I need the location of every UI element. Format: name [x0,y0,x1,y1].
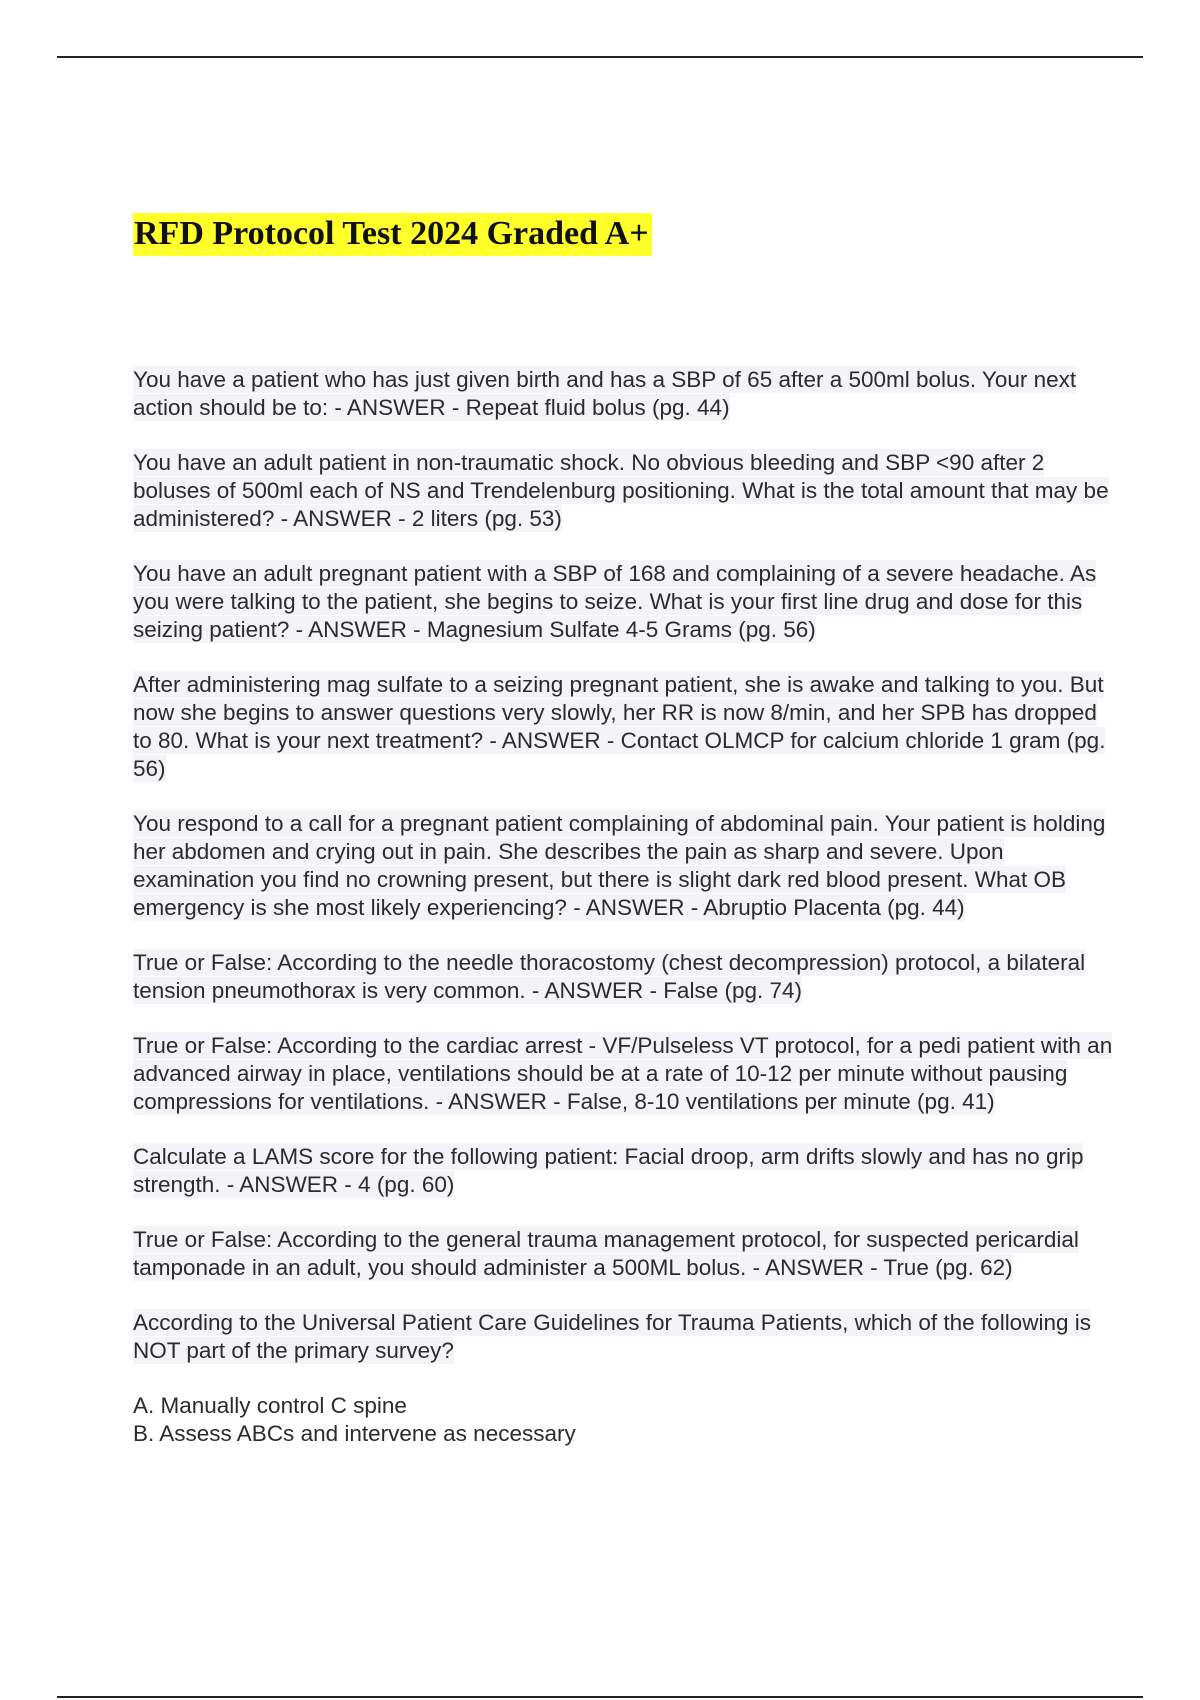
question-8-text: Calculate a LAMS score for the following patient: Facial droop, arm drifts slowly and has no grip strength. - ANSWER - 4 (pg. 60) [133,1144,1084,1197]
top-rule [57,56,1143,58]
option-a-text: A. Manually control C spine [133,1393,407,1418]
answer-options [133,1392,1113,1448]
question-9-text: True or False: According to the general trauma management protocol, for suspected pericardial tamponade in an adult, you should administer a 500ML bolus. - ANSWER - True (pg. 62) [133,1227,1079,1280]
question-10-text: According to the Universal Patient Care Guidelines for Trauma Patients, which of the following is NOT part of the primary survey? [133,1310,1091,1363]
question-4 [133,671,1113,783]
question-2-text: You have an adult patient in non-traumatic shock. No obvious bleeding and SBP <90 after 2 boluses of 500ml each of NS and Trendelenburg positioning. What is the total amount that may be administered? - ANSWER - 2 liters (pg. 53) [133,450,1109,531]
question-5-text: You respond to a call for a pregnant patient complaining of abdominal pain. Your patient is holding her abdomen and crying out in pain. She describes the pain as sharp and severe. Upon examination you find no crowning present, but there is slight dark red blood present. What OB emergency is she most likely experiencing? - ANSWER - Abruptio Placenta (pg. 44) [133,811,1106,920]
option-b [133,1420,1113,1448]
question-8 [133,1143,1113,1199]
question-7 [133,1032,1113,1116]
question-6-text: True or False: According to the needle thoracostomy (chest decompression) protocol, a bilateral tension pneumothorax is very common. - ANSWER - False (pg. 74) [133,950,1086,1003]
question-6 [133,949,1113,1005]
option-b-text: B. Assess ABCs and intervene as necessary [133,1421,576,1446]
question-9 [133,1226,1113,1282]
document-title [133,210,652,258]
question-10 [133,1309,1113,1365]
question-4-text: After administering mag sulfate to a seizing pregnant patient, she is awake and talking to you. But now she begins to answer questions very slowly, her RR is now 8/min, and her SPB has dropped to 80. What is your next treatment? - ANSWER - Contact OLMCP for calcium chloride 1 gram (pg. 56) [133,672,1106,781]
question-2 [133,449,1113,533]
bottom-rule [57,1696,1143,1698]
question-5 [133,810,1113,922]
option-a [133,1392,1113,1420]
question-3 [133,560,1113,644]
document-body [133,366,1113,1448]
question-7-text: True or False: According to the cardiac arrest - VF/Pulseless VT protocol, for a pedi patient with an advanced airway in place, ventilations should be at a rate of 10-12 per minute without pausing compressions for ventilations. - ANSWER - False, 8-10 ventilations per minute (pg. 41) [133,1033,1113,1114]
question-1-text: You have a patient who has just given birth and has a SBP of 65 after a 500ml bolus. Your next action should be to: - ANSWER - Repeat fluid bolus (pg. 44) [133,367,1077,420]
document-title-text: RFD Protocol Test 2024 Graded A+ [133,213,652,256]
question-3-text: You have an adult pregnant patient with a SBP of 168 and complaining of a severe headache. As you were talking to the patient, she begins to seize. What is your first line drug and dose for this seizing patient? - ANSWER - Magnesium Sulfate 4-5 Grams (pg. 56) [133,561,1097,642]
question-1 [133,366,1113,422]
